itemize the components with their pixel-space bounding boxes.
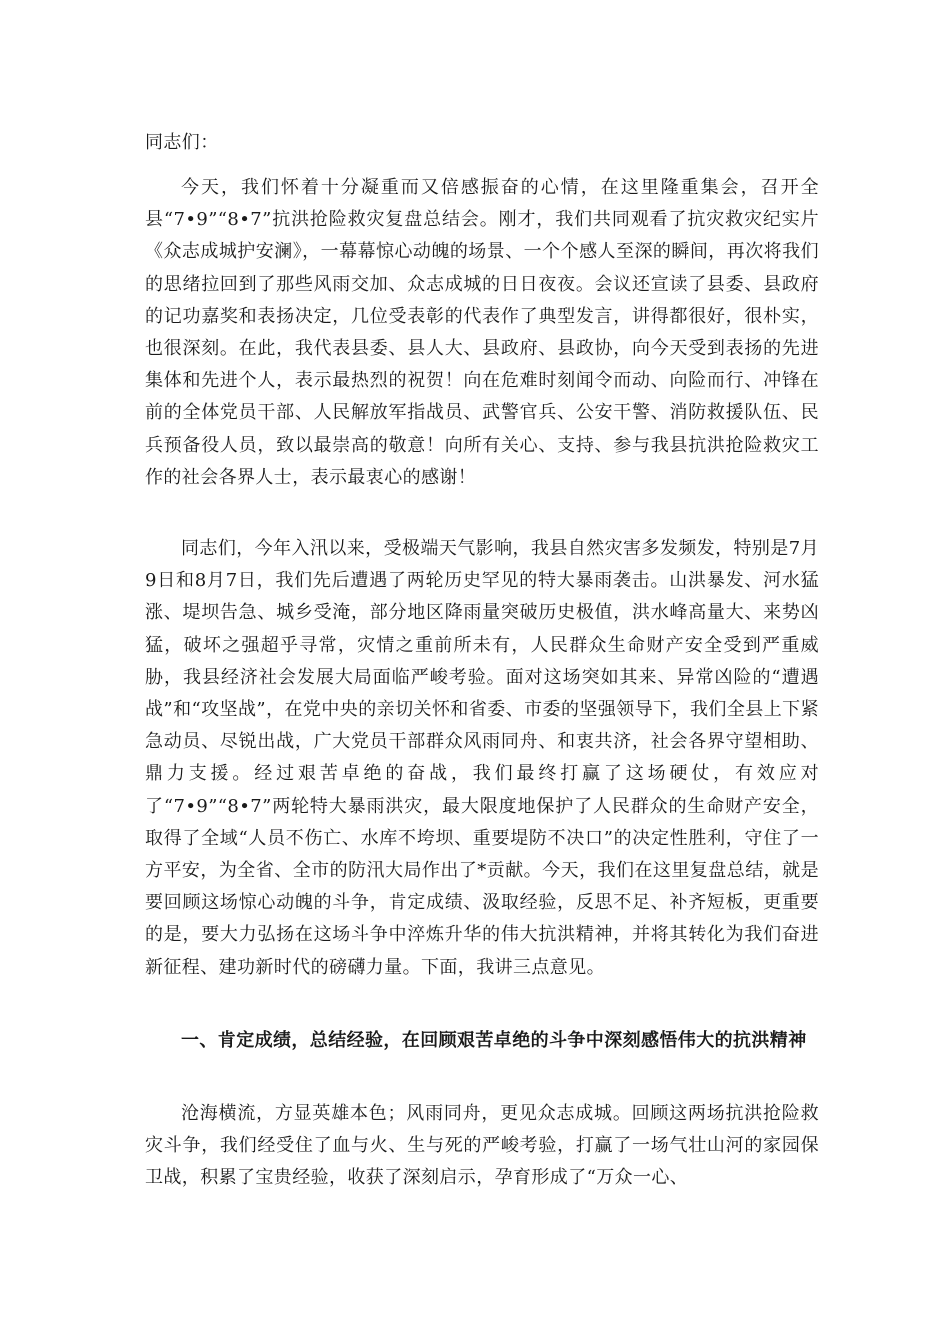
- paragraph-background: 同志们，今年入汛以来，受极端天气影响，我县自然灾害多发频发，特别是7月9日和8月7日，我们先后遭遇了两轮历史罕见的特大暴雨袭击。山洪暴发、河水猛涨、堤坝告急、城乡受淹，部分地区降雨量突破历史极值，洪水峰高量大、来势凶猛，破坏之强超乎寻常，灾情之重前所未有，人民群众生命财产安全受到严重威胁，我县经济社会发展大局面临严峻考验。面对这场突如其来、异常凶险的“遭遇战”和“攻坚战”，在党中央的亲切关怀和省委、市委的坚强领导下，我们全县上下紧急动员、尽锐出战，广大党员干部群众风雨同舟、和衷共济，社会各界守望相助、鼎力支援。经过艰苦卓绝的奋战，我们最终打赢了这场硬仗，有效应对了“7•9”“8•7”两轮特大暴雨洪灾，最大限度地保护了人民群众的生命财产安全，取得了全域“人员不伤亡、水库不垮坝、重要堤防不决口”的决定性胜利，守住了一方平安，为全省、全市的防汛大局作出了*贡献。今天，我们在这里复盘总结，就是要回顾这场惊心动魄的斗争，肯定成绩、汲取经验，反思不足、补齐短板，更重要的是，要大力弘扬在这场斗争中淬炼升华的伟大抗洪精神，并将其转化为我们奋进新征程、建功新时代的磅礴力量。下面，我讲三点意见。: [145, 538, 819, 978]
- paragraph-section-1-intro: 沧海横流，方显英雄本色；风雨同舟，更见众志成城。回顾这两场抗洪抢险救灾斗争，我们经受住了血与火、生与死的严峻考验，打赢了一场气壮山河的家园保卫战，积累了宝贵经验，收获了深刻启示，孕育形成了“万众一心、: [145, 1103, 819, 1189]
- paragraph-opening: 今天，我们怀着十分凝重而又倍感振奋的心情，在这里隆重集会，召开全县“7•9”“8•7”抗洪抢险救灾复盘总结会。刚才，我们共同观看了抗灾救灾纪实片《众志成城护安澜》，一幕幕惊心动魄的场景、一个个感人至深的瞬间，再次将我们的思绪拉回到了那些风雨交加、众志成城的日日夜夜。会议还宣读了县委、县政府的记功嘉奖和表扬决定，几位受表彰的代表作了典型发言，讲得都很好，很朴实，也很深刻。在此，我代表县委、县人大、县政府、县政协，向今天受到表扬的先进集体和先进个人，表示最热烈的祝贺！向在危难时刻闻令而动、向险而行、冲锋在前的全体党员干部、人民解放军指战员、武警官兵、公安干警、消防救援队伍、民兵预备役人员，致以最崇高的敬意！向所有关心、支持、参与我县抗洪抢险救灾工作的社会各界人士，表示最衷心的感谢！: [145, 177, 819, 488]
- section-heading-1: 一、肯定成绩，总结经验，在回顾艰苦卓绝的斗争中深刻感悟伟大的抗洪精神: [181, 1030, 807, 1051]
- salutation: 同志们：: [145, 132, 219, 153]
